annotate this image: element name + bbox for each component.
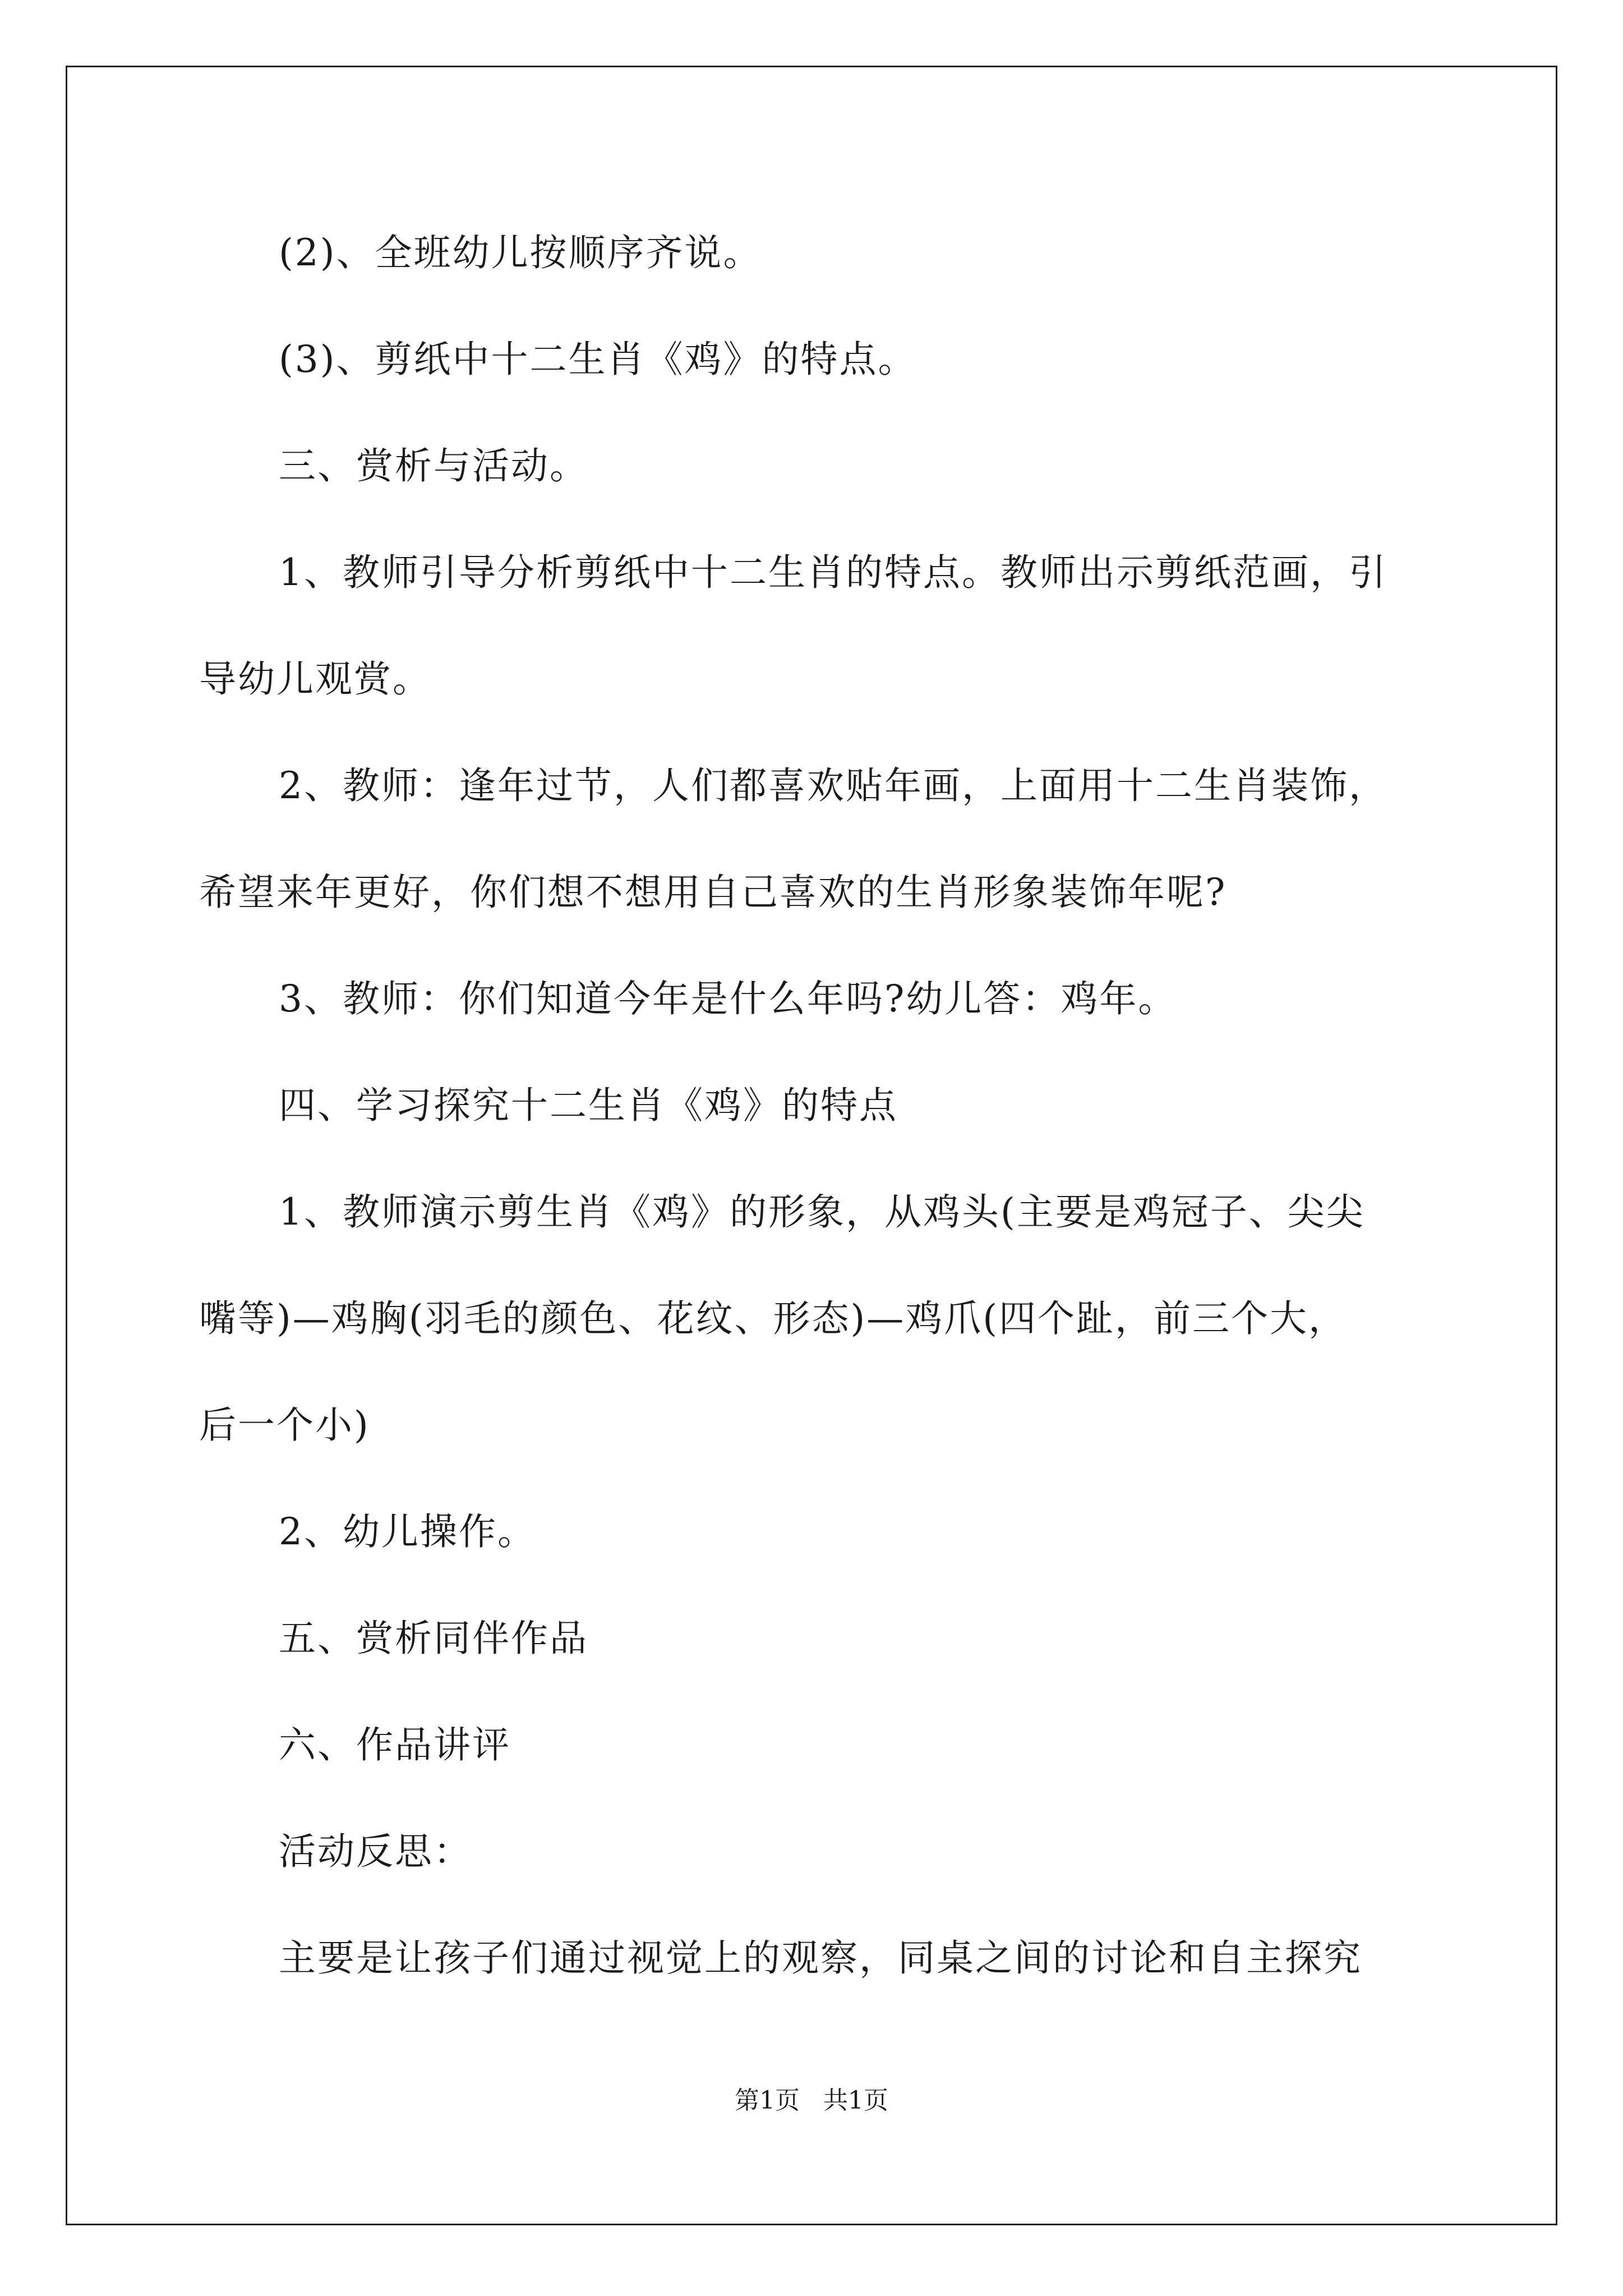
section-heading: 六、作品讲评 (279, 1723, 511, 1766)
section-heading: 三、赏析与活动。 (279, 444, 588, 487)
section-heading: 四、学习探究十二生肖《鸡》的特点 (279, 1084, 898, 1127)
text-line: 后一个小) (199, 1404, 370, 1447)
section-heading: 五、赏析同伴作品 (279, 1617, 588, 1660)
page-footer: 第1页 共1页 (735, 2086, 888, 2115)
text-line: 2、幼儿操作。 (279, 1510, 536, 1553)
text-line: 1、教师演示剪生肖《鸡》的形象，从鸡头(主要是鸡冠子、尖尖 (279, 1190, 1365, 1234)
text-line: 主要是让孩子们通过视觉上的观察，同桌之间的讨论和自主探究 (279, 1936, 1362, 1980)
text-line: 1、教师引导分析剪纸中十二生肖的特点。教师出示剪纸范画，引 (279, 551, 1387, 594)
text-line: 希望来年更好，你们想不想用自己喜欢的生肖形象装饰年呢? (199, 871, 1227, 914)
text-line: 导幼儿观赏。 (199, 657, 431, 701)
text-line: (2)、全班幼儿按顺序齐说。 (279, 231, 762, 274)
text-line: (3)、剪纸中十二生肖《鸡》的特点。 (279, 338, 917, 381)
text-line: 3、教师：你们知道今年是什么年吗?幼儿答：鸡年。 (279, 977, 1177, 1020)
page-border (66, 66, 1557, 2225)
text-line: 嘴等)—鸡胸(羽毛的颜色、花纹、形态)—鸡爪(四个趾，前三个大， (199, 1297, 1347, 1340)
section-heading: 活动反思： (279, 1830, 472, 1873)
text-line: 2、教师：逢年过节，人们都喜欢贴年画，上面用十二生肖装饰， (279, 764, 1387, 807)
